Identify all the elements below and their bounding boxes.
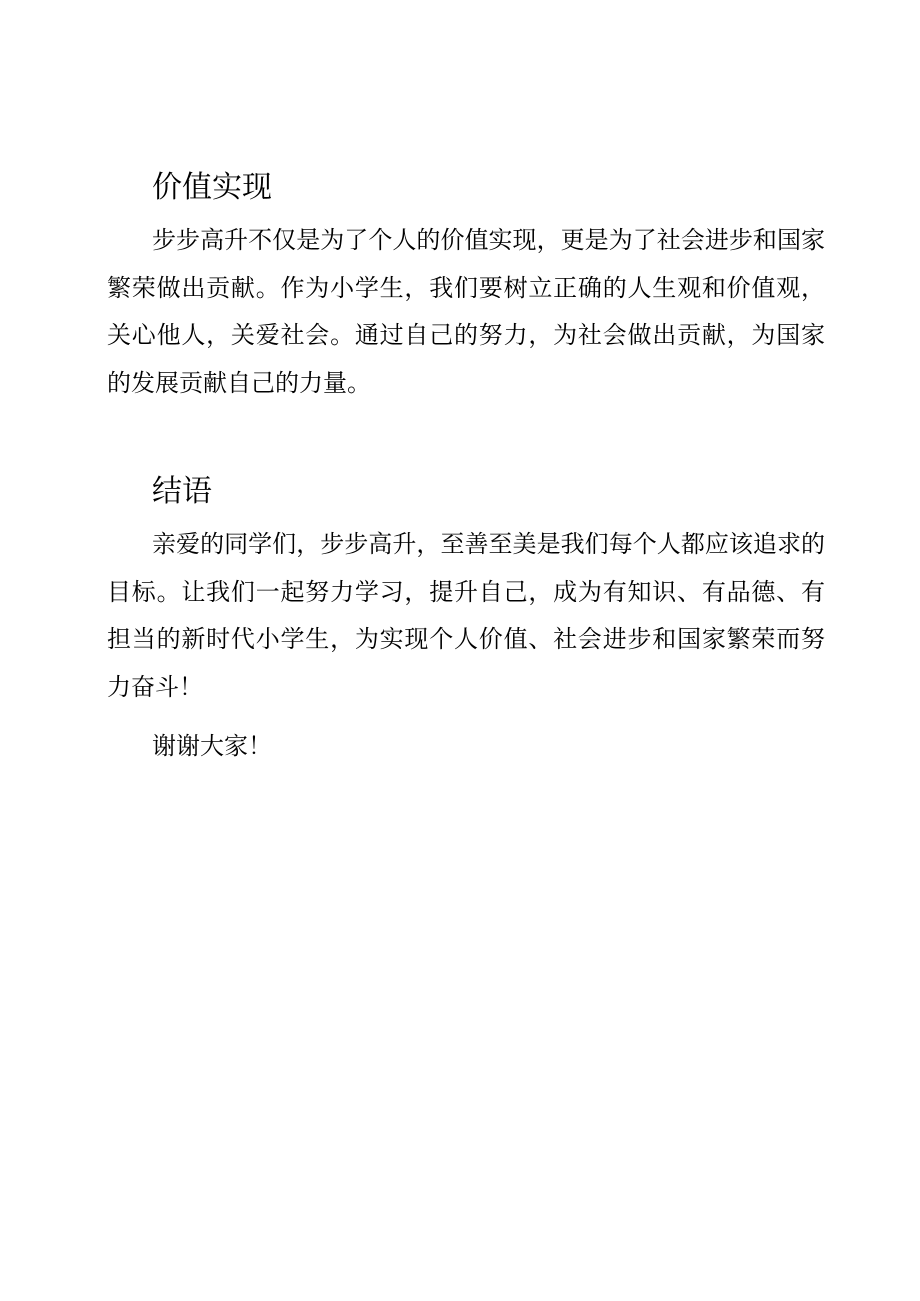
section-heading-value-realization: 价值实现 xyxy=(152,170,272,205)
section-heading-conclusion: 结语 xyxy=(152,474,212,509)
section-paragraph-conclusion: 亲爱的同学们，步步高升，至善至美是我们每个人都应该追求的目标。让我们一起努力学习，提升自己，成为有知识、有品德、有担当的新时代小学生，为实现个人价值、社会进步和国家繁荣而努力奋斗！ xyxy=(107,530,825,701)
section-paragraph-value-realization: 步步高升不仅是为了个人的价值实现，更是为了社会进步和国家繁荣做出贡献。作为小学生，我们要树立正确的人生观和价值观，关心他人，关爱社会。通过自己的努力，为社会做出贡献，为国家的发展贡献自己的力量。 xyxy=(107,226,825,397)
closing-thanks: 谢谢大家！ xyxy=(152,732,272,760)
